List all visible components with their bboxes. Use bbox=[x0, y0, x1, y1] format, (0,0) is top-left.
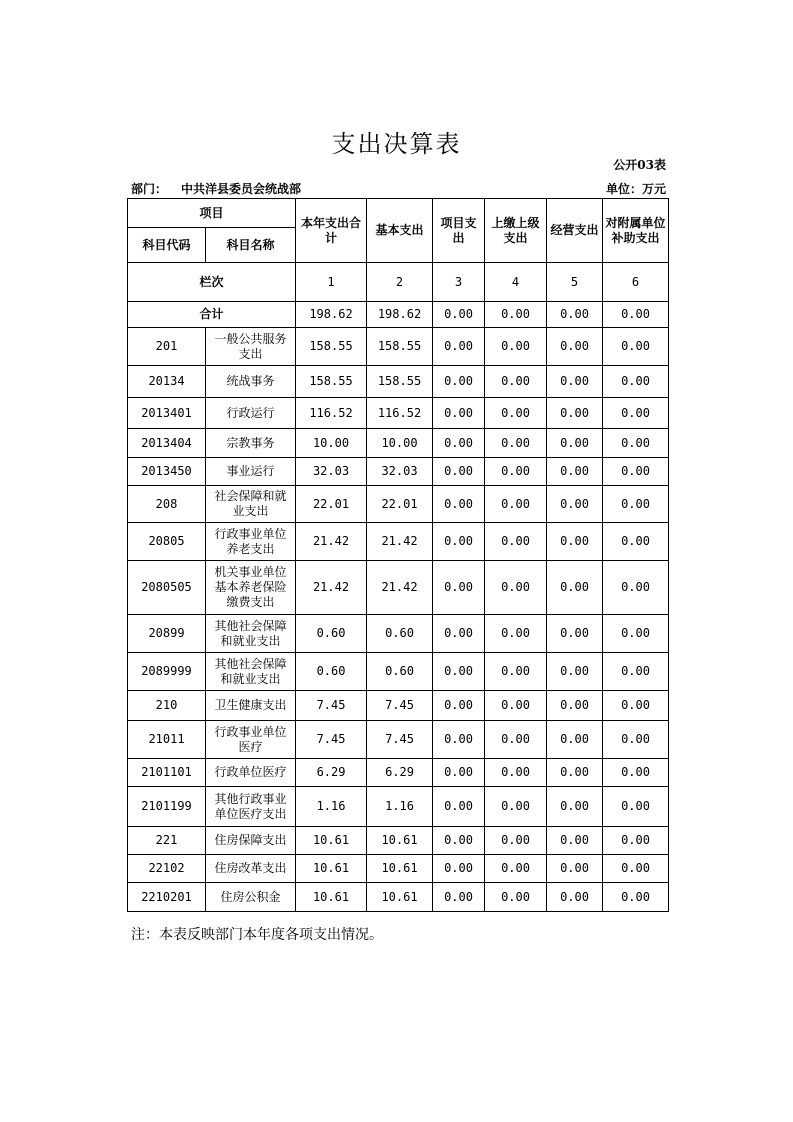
row-name: 住房保障支出 bbox=[206, 827, 296, 855]
row-value: 0.00 bbox=[485, 759, 547, 787]
column-index: 4 bbox=[485, 263, 547, 302]
row-value: 0.00 bbox=[485, 721, 547, 759]
row-code: 2210201 bbox=[128, 883, 206, 912]
total-value: 0.00 bbox=[547, 302, 603, 328]
row-code: 2080505 bbox=[128, 561, 206, 615]
row-value: 0.00 bbox=[547, 759, 603, 787]
row-value: 0.00 bbox=[485, 615, 547, 653]
table-row bbox=[128, 398, 669, 429]
row-value: 32.03 bbox=[367, 458, 433, 486]
row-name: 卫生健康支出 bbox=[206, 691, 296, 721]
row-value: 158.55 bbox=[367, 366, 433, 398]
row-value: 0.00 bbox=[433, 721, 485, 759]
row-value: 10.61 bbox=[296, 855, 367, 883]
table-row bbox=[128, 653, 669, 691]
department-label: 部门： bbox=[131, 182, 168, 196]
table-row bbox=[128, 615, 669, 653]
row-code: 21011 bbox=[128, 721, 206, 759]
row-value: 0.00 bbox=[547, 883, 603, 912]
table-row bbox=[128, 561, 669, 615]
row-value: 0.00 bbox=[603, 398, 669, 429]
row-value: 0.00 bbox=[485, 458, 547, 486]
row-code: 2101199 bbox=[128, 787, 206, 827]
table-row bbox=[128, 366, 669, 398]
row-value: 10.61 bbox=[367, 827, 433, 855]
department-name: 中共洋县委员会统战部 bbox=[181, 182, 302, 196]
row-name: 住房改革支出 bbox=[206, 855, 296, 883]
row-value: 0.00 bbox=[603, 561, 669, 615]
row-value: 21.42 bbox=[367, 561, 433, 615]
row-value: 0.00 bbox=[603, 328, 669, 366]
row-name: 宗教事务 bbox=[206, 429, 296, 458]
row-value: 0.00 bbox=[547, 429, 603, 458]
row-name: 行政事业单位医疗 bbox=[206, 721, 296, 759]
row-value: 0.00 bbox=[485, 398, 547, 429]
header-total: 本年支出合计 bbox=[296, 199, 367, 263]
row-value: 6.29 bbox=[367, 759, 433, 787]
total-value: 198.62 bbox=[296, 302, 367, 328]
header-basic: 基本支出 bbox=[367, 199, 433, 263]
header-business: 经营支出 bbox=[547, 199, 603, 263]
row-value: 0.00 bbox=[433, 855, 485, 883]
row-value: 0.00 bbox=[433, 653, 485, 691]
table-row bbox=[128, 855, 669, 883]
row-value: 0.00 bbox=[547, 615, 603, 653]
total-value: 0.00 bbox=[603, 302, 669, 328]
row-value: 10.00 bbox=[296, 429, 367, 458]
row-name: 社会保障和就业支出 bbox=[206, 486, 296, 523]
form-number: 公开03表 bbox=[613, 158, 666, 172]
row-value: 7.45 bbox=[296, 691, 367, 721]
row-value: 0.00 bbox=[547, 398, 603, 429]
row-value: 0.00 bbox=[433, 691, 485, 721]
total-row bbox=[128, 302, 669, 328]
row-value: 22.01 bbox=[296, 486, 367, 523]
row-value: 0.00 bbox=[485, 827, 547, 855]
row-value: 10.00 bbox=[367, 429, 433, 458]
header-project-expense: 项目支出 bbox=[433, 199, 485, 263]
table-note: 注：本表反映部门本年度各项支出情况。 bbox=[131, 927, 383, 943]
row-value: 0.00 bbox=[603, 429, 669, 458]
row-code: 20134 bbox=[128, 366, 206, 398]
row-value: 158.55 bbox=[296, 328, 367, 366]
row-name: 机关事业单位基本养老保险缴费支出 bbox=[206, 561, 296, 615]
row-code: 2089999 bbox=[128, 653, 206, 691]
row-value: 0.00 bbox=[603, 458, 669, 486]
expenditure-table bbox=[127, 198, 669, 912]
header-code: 科目代码 bbox=[128, 228, 206, 263]
row-code: 2013450 bbox=[128, 458, 206, 486]
row-code: 2013401 bbox=[128, 398, 206, 429]
row-value: 1.16 bbox=[367, 787, 433, 827]
row-name: 统战事务 bbox=[206, 366, 296, 398]
row-name: 住房公积金 bbox=[206, 883, 296, 912]
row-value: 0.60 bbox=[367, 653, 433, 691]
row-code: 2101101 bbox=[128, 759, 206, 787]
row-value: 0.00 bbox=[547, 458, 603, 486]
row-value: 0.00 bbox=[547, 787, 603, 827]
row-value: 0.00 bbox=[433, 561, 485, 615]
row-value: 0.00 bbox=[485, 691, 547, 721]
row-value: 0.00 bbox=[433, 398, 485, 429]
row-name: 行政单位医疗 bbox=[206, 759, 296, 787]
row-value: 158.55 bbox=[367, 328, 433, 366]
row-code: 20805 bbox=[128, 523, 206, 561]
row-value: 0.00 bbox=[547, 486, 603, 523]
row-value: 0.00 bbox=[433, 615, 485, 653]
row-value: 21.42 bbox=[367, 523, 433, 561]
table-row bbox=[128, 328, 669, 366]
row-value: 0.00 bbox=[485, 366, 547, 398]
row-value: 0.00 bbox=[433, 328, 485, 366]
table-row bbox=[128, 691, 669, 721]
row-value: 0.60 bbox=[367, 615, 433, 653]
row-value: 0.00 bbox=[485, 561, 547, 615]
row-value: 0.00 bbox=[603, 883, 669, 912]
row-value: 0.00 bbox=[603, 827, 669, 855]
row-value: 10.61 bbox=[296, 827, 367, 855]
total-label: 合计 bbox=[128, 302, 296, 328]
row-code: 22102 bbox=[128, 855, 206, 883]
header-upper: 上缴上级支出 bbox=[485, 199, 547, 263]
table-row bbox=[128, 827, 669, 855]
total-value: 0.00 bbox=[485, 302, 547, 328]
row-value: 116.52 bbox=[296, 398, 367, 429]
row-value: 0.00 bbox=[547, 653, 603, 691]
row-value: 0.00 bbox=[433, 366, 485, 398]
row-name: 其他行政事业单位医疗支出 bbox=[206, 787, 296, 827]
row-value: 0.00 bbox=[603, 615, 669, 653]
row-code: 208 bbox=[128, 486, 206, 523]
row-code: 20899 bbox=[128, 615, 206, 653]
row-value: 21.42 bbox=[296, 523, 367, 561]
row-value: 0.00 bbox=[603, 855, 669, 883]
row-name: 行政事业单位养老支出 bbox=[206, 523, 296, 561]
column-index: 5 bbox=[547, 263, 603, 302]
row-value: 0.00 bbox=[547, 523, 603, 561]
table-row bbox=[128, 523, 669, 561]
row-value: 10.61 bbox=[367, 883, 433, 912]
row-value: 0.00 bbox=[547, 855, 603, 883]
row-value: 0.00 bbox=[433, 787, 485, 827]
row-value: 0.00 bbox=[603, 366, 669, 398]
department-line bbox=[131, 180, 301, 197]
row-value: 0.00 bbox=[485, 328, 547, 366]
row-value: 0.00 bbox=[547, 561, 603, 615]
row-value: 0.00 bbox=[603, 759, 669, 787]
table-row bbox=[128, 787, 669, 827]
table-row bbox=[128, 429, 669, 458]
table-row bbox=[128, 486, 669, 523]
row-name: 其他社会保障和就业支出 bbox=[206, 653, 296, 691]
row-value: 0.00 bbox=[433, 429, 485, 458]
row-value: 0.00 bbox=[433, 486, 485, 523]
row-value: 0.00 bbox=[485, 883, 547, 912]
row-name: 一般公共服务支出 bbox=[206, 328, 296, 366]
header-subsidy: 对附属单位补助支出 bbox=[603, 199, 669, 263]
row-value: 0.00 bbox=[603, 653, 669, 691]
row-value: 0.00 bbox=[603, 523, 669, 561]
column-index: 6 bbox=[603, 263, 669, 302]
row-code: 210 bbox=[128, 691, 206, 721]
row-value: 0.00 bbox=[433, 523, 485, 561]
row-value: 0.00 bbox=[485, 523, 547, 561]
row-code: 201 bbox=[128, 328, 206, 366]
row-value: 0.00 bbox=[485, 653, 547, 691]
row-name: 行政运行 bbox=[206, 398, 296, 429]
row-name: 其他社会保障和就业支出 bbox=[206, 615, 296, 653]
column-index: 3 bbox=[433, 263, 485, 302]
unit-label: 单位：万元 bbox=[605, 182, 666, 196]
table-row bbox=[128, 458, 669, 486]
row-value: 0.00 bbox=[485, 855, 547, 883]
row-name: 事业运行 bbox=[206, 458, 296, 486]
row-value: 6.29 bbox=[296, 759, 367, 787]
row-value: 0.00 bbox=[433, 458, 485, 486]
row-value: 0.00 bbox=[603, 721, 669, 759]
row-value: 158.55 bbox=[296, 366, 367, 398]
row-value: 0.00 bbox=[603, 787, 669, 827]
row-value: 0.00 bbox=[547, 691, 603, 721]
row-value: 0.00 bbox=[485, 787, 547, 827]
row-value: 0.00 bbox=[485, 429, 547, 458]
column-index: 2 bbox=[367, 263, 433, 302]
row-value: 0.00 bbox=[433, 883, 485, 912]
row-value: 0.00 bbox=[547, 328, 603, 366]
table-row bbox=[128, 883, 669, 912]
row-value: 0.00 bbox=[547, 827, 603, 855]
row-value: 0.60 bbox=[296, 653, 367, 691]
row-value: 32.03 bbox=[296, 458, 367, 486]
row-value: 10.61 bbox=[296, 883, 367, 912]
row-value: 116.52 bbox=[367, 398, 433, 429]
row-value: 0.00 bbox=[603, 486, 669, 523]
row-code: 221 bbox=[128, 827, 206, 855]
total-value: 0.00 bbox=[433, 302, 485, 328]
row-value: 0.00 bbox=[547, 721, 603, 759]
column-index-label: 栏次 bbox=[128, 263, 296, 302]
row-value: 22.01 bbox=[367, 486, 433, 523]
row-value: 0.00 bbox=[603, 691, 669, 721]
table-row bbox=[128, 721, 669, 759]
total-value: 198.62 bbox=[367, 302, 433, 328]
row-value: 21.42 bbox=[296, 561, 367, 615]
row-value: 7.45 bbox=[367, 721, 433, 759]
row-value: 0.00 bbox=[485, 486, 547, 523]
page-title: 支出决算表 bbox=[331, 130, 462, 158]
row-value: 7.45 bbox=[367, 691, 433, 721]
row-value: 10.61 bbox=[367, 855, 433, 883]
row-value: 0.00 bbox=[547, 366, 603, 398]
header-project: 项目 bbox=[128, 199, 296, 228]
row-value: 0.60 bbox=[296, 615, 367, 653]
row-value: 1.16 bbox=[296, 787, 367, 827]
row-value: 0.00 bbox=[433, 827, 485, 855]
row-code: 2013404 bbox=[128, 429, 206, 458]
row-value: 0.00 bbox=[433, 759, 485, 787]
column-index: 1 bbox=[296, 263, 367, 302]
table-row bbox=[128, 759, 669, 787]
row-value: 7.45 bbox=[296, 721, 367, 759]
header-name: 科目名称 bbox=[206, 228, 296, 263]
